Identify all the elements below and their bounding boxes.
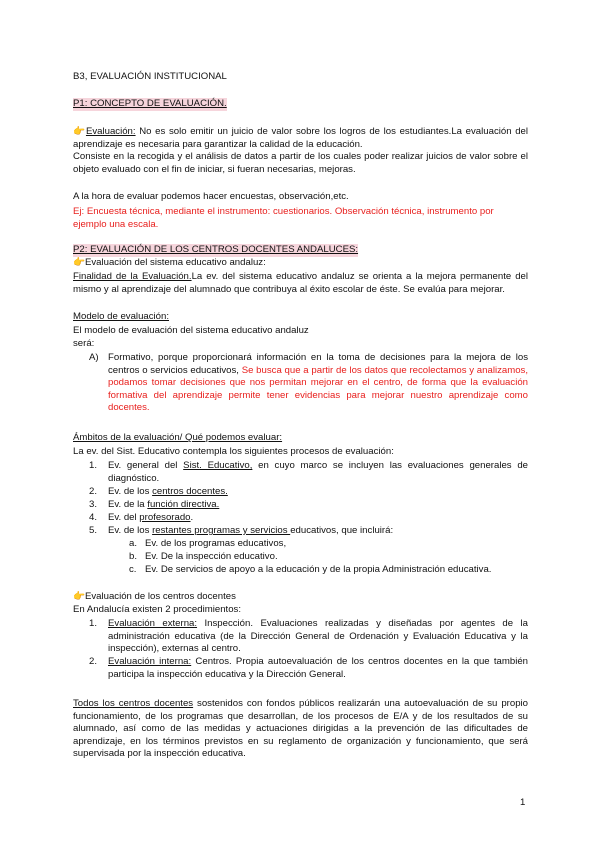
pointing-hand-icon: 👉 — [73, 126, 86, 137]
subheading-centros-text: Evaluación de los centros docentes — [84, 591, 236, 602]
item-a — [108, 352, 528, 415]
sublist-letter: b. — [129, 551, 138, 562]
list-underlined: restantes programas y servicios — [152, 525, 291, 536]
ambitos-label: Ámbitos de la evaluación/ Qué podemos evaluar: — [73, 432, 283, 443]
finalidad-paragraph — [73, 271, 528, 296]
list-item — [73, 499, 528, 512]
definition-label: Evaluación: — [85, 126, 136, 137]
list-text: Ev. de la — [108, 499, 148, 510]
sublist-item — [73, 564, 528, 577]
procedure-item — [73, 618, 528, 656]
subheading-sistema-text: Evaluación del sistema educativo andaluz: — [84, 257, 266, 268]
procedure-text: Centros. Propia autoevaluación de los centros docentes en la que también participa la inspección educativa y la Dirección General. — [108, 656, 528, 680]
list-text: Ev. del — [108, 512, 140, 523]
item-a-marker: A) — [89, 352, 99, 363]
list-item — [73, 486, 528, 499]
procedure-item — [73, 656, 528, 682]
section-heading-p2: P2: EVALUACIÓN DE LOS CENTROS DOCENTES ANDALUCES: — [73, 244, 359, 255]
sublist-letter: c. — [129, 564, 137, 575]
subheading-sistema — [73, 257, 266, 270]
list-item — [73, 525, 528, 538]
definition-text: No es solo emitir un juicio de valor sobre los logros de los estudiantes.La evaluación del aprendizaje es necesaria para garantizar la calidad de la educación. — [73, 126, 529, 150]
list-number: 2. — [89, 486, 98, 497]
sublist-text: Ev. de los programas educativos, — [145, 538, 287, 549]
modelo-label: Modelo de evaluación: — [73, 311, 170, 322]
list-text: Ev. general del — [108, 460, 184, 471]
evaluation-definition — [73, 126, 528, 151]
list-text: Ev. de los — [108, 525, 153, 536]
sublist-text: Ev. De servicios de apoyo a la educación y de la propia Administración educativa. — [145, 564, 492, 575]
list-number: 4. — [89, 512, 98, 523]
sublist-letter: a. — [129, 538, 138, 549]
procedure-label: Evaluación externa: — [108, 618, 198, 629]
list-item — [73, 512, 528, 525]
ambitos-intro: La ev. del Sist. Educativo contempla los siguientes procesos de evaluación: — [73, 446, 394, 457]
modelo-line2: será: — [73, 338, 95, 349]
list-text: Ev. de los — [108, 486, 153, 497]
procedures-list — [73, 618, 528, 682]
list-number: 5. — [89, 525, 98, 536]
pointing-hand-icon: 👉 — [73, 591, 85, 602]
evaluation-example: Ej: Encuesta técnica, mediante el instrumento: cuestionarios. Observación técnica, instrumento por ejemplo una escala. — [73, 206, 494, 230]
list-number: 3. — [89, 499, 98, 510]
ambitos-list — [73, 460, 528, 538]
pointing-hand-icon: 👉 — [73, 257, 85, 268]
evaluation-tools: A la hora de evaluar podemos hacer encuestas, observación,etc. — [73, 191, 349, 202]
list-underlined: centros docentes. — [152, 486, 228, 497]
evaluation-definition-2: Consiste en la recogida y el análisis de datos a partir de los cuales poder realizar juicios de valor sobre el objeto evaluado con el fin de iniciar, si fueran necesarias, mejoras. — [73, 151, 528, 175]
finalidad-text: La ev. del sistema educativo andaluz se orienta a la mejora permanente del mismo y al aprendizaje del alumnado que contribuya al éxito escolar de éste. Se evalúa para mejorar. — [73, 271, 528, 295]
modelo-line1: El modelo de evaluación del sistema educativo andaluz — [73, 325, 309, 336]
procedure-number: 1. — [89, 618, 98, 629]
list-text-post: . — [190, 512, 194, 523]
item-a-red-text: Se busca que a partir de los datos que recolectamos y analizamos, podamos tomar decisiones que nos permitan mejorar en el centro, de forma que la evaluación formativa del aprendizaje permite tener evidencias para mejorar nuestro aprendizaje como docentes. — [108, 364, 529, 414]
item-a-text: Formativo, porque proporcionará información en la toma de decisiones para la mejora de los centros o servicios educativos, — [108, 352, 528, 376]
procedure-label: Evaluación interna: — [108, 656, 192, 667]
list-underlined: Sist. Educativo, — [183, 460, 253, 471]
page-number: 1 — [520, 797, 526, 808]
sublist-text: Ev. De la inspección educativo. — [145, 551, 278, 562]
list-underlined: profesorado — [139, 512, 191, 523]
sublist-item — [73, 538, 528, 551]
procedure-text: Inspección. Evaluaciones realizadas y diseñadas por agentes de la administración educativa (de la Dirección General de Ordenación y Evaluación Educativa y la inspección), externas al centro. — [108, 618, 529, 655]
list-underlined: función directiva. — [147, 499, 220, 510]
list-text-post: en cuyo marco se incluyen las evaluaciones generales de diagnóstico. — [108, 460, 528, 484]
procedure-number: 2. — [89, 656, 98, 667]
ambitos-sublist — [73, 538, 528, 577]
finalidad-label: Finalidad de la Evaluación. — [73, 271, 192, 282]
final-label: Todos los centros docentes — [73, 698, 194, 709]
centros-intro: En Andalucía existen 2 procedimientos: — [73, 604, 241, 615]
final-paragraph — [73, 698, 528, 761]
section-heading-p1: P1: CONCEPTO DE EVALUACIÓN. — [73, 98, 227, 109]
subheading-centros — [73, 591, 236, 604]
sublist-item — [73, 551, 528, 564]
final-text: sostenidos con fondos públicos realizarán una autoevaluación de su propio funcionamiento, de los programas que desarrollan, de los procesos de E/A y de los resultados de su alumnado, así como de las medidas y actuaciones dirigidas a la prevención de las dificultades de aprendizaje, en los términos previstos en su reglamento de organización y funcionamiento, que será supervisada por la inspección educativa. — [73, 698, 528, 760]
list-text-post: educativos, que incluirá: — [290, 525, 394, 536]
document-title: B3, EVALUACIÓN INSTITUCIONAL — [73, 71, 227, 82]
list-number: 1. — [89, 460, 98, 471]
list-item — [73, 460, 528, 486]
